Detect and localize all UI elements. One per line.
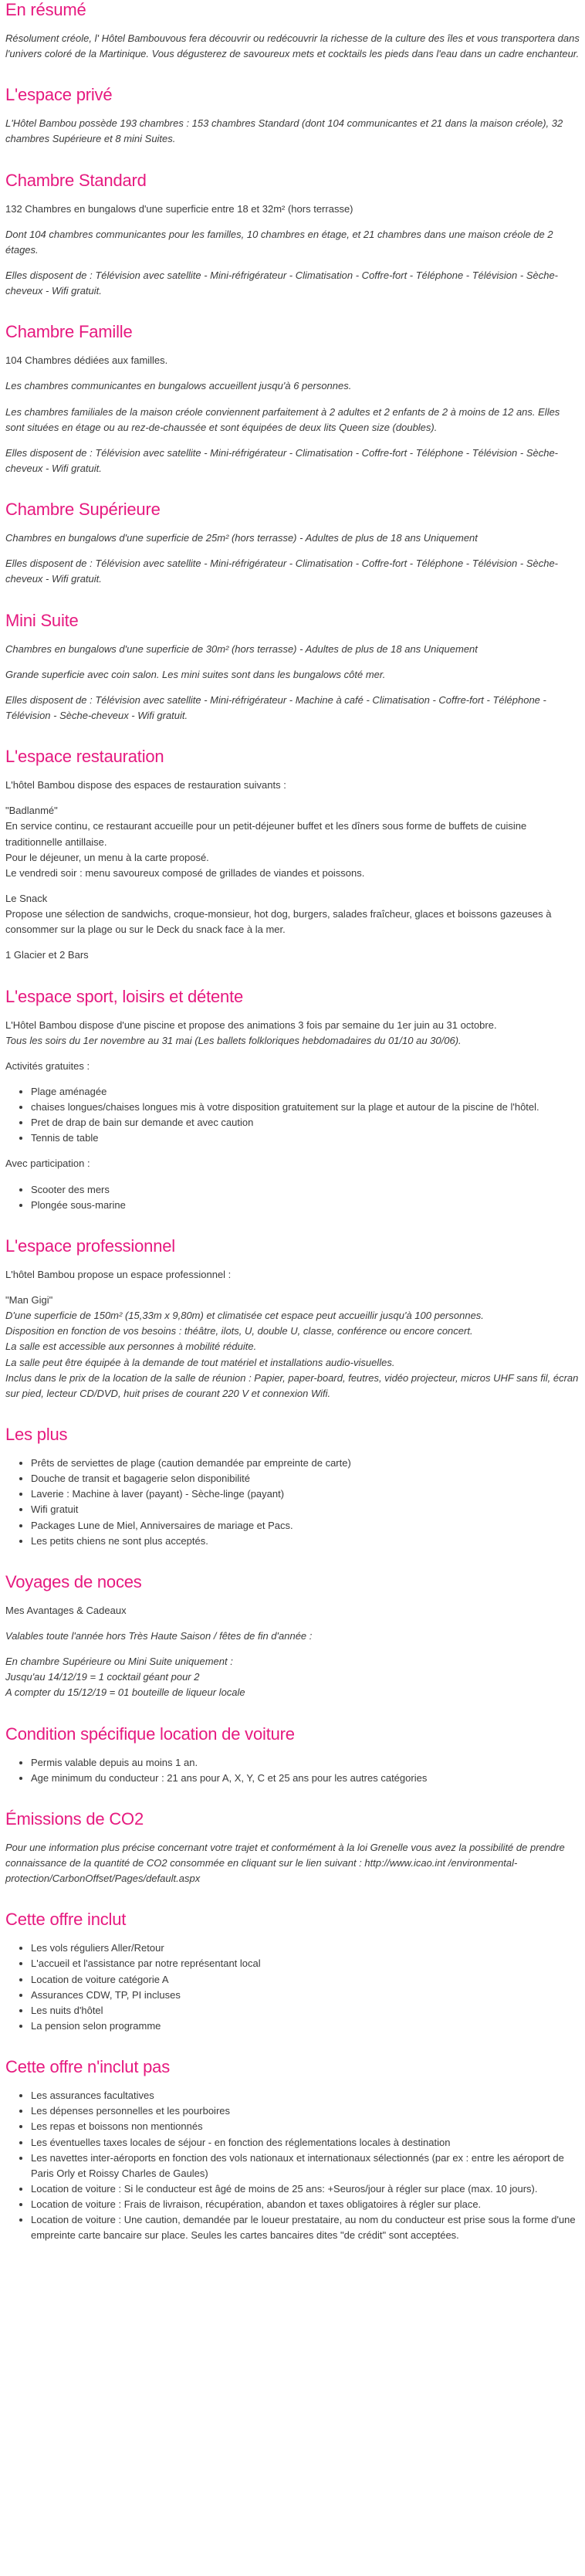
restaurant-name: "Badlanmé" xyxy=(5,805,58,817)
paragraph: Elles disposent de : Télévision avec satellite - Mini-réfrigérateur - Climatisation - Coffre-fort - Téléphone - Télévision - Sèche-cheveux - Wifi gratuit. xyxy=(5,269,559,297)
text-line: La salle peut être équipée à la demande de tout matériel et installations audio-visuelles. xyxy=(5,1356,395,1368)
section-resume xyxy=(5,0,580,62)
paragraph: Les chambres communicantes en bungalows accueillent jusqu'à 6 personnes. xyxy=(5,380,352,392)
paragraph: 132 Chambres en bungalows d'une superficie entre 18 et 32m² (hors terrasse) xyxy=(5,202,353,215)
list-item: • chaises longues/chaises longues mis à votre disposition gratuitement sur la plage et autour de la piscine de l'hôtel. xyxy=(31,1100,580,1115)
paragraph: Grande superficie avec coin salon. Les mini suites sont dans les bungalows côté mer. xyxy=(5,668,386,680)
section-title: Chambre Supérieure xyxy=(5,500,161,520)
list-item: • Douche de transit et bagagerie selon disponibilité xyxy=(31,1471,580,1486)
section-offre-inclut xyxy=(5,1910,580,2034)
text-line: Jusqu'au 14/12/19 = 1 cocktail géant pour 2 xyxy=(5,1671,200,1683)
text-line: En chambre Supérieure ou Mini Suite uniquement : xyxy=(5,1656,233,1668)
paragraph: L'hôtel Bambou dispose des espaces de restauration suivants : xyxy=(5,779,286,791)
paragraph: Les chambres familiales de la maison créole conviennent parfaitement à 2 adultes et 2 enfants de 2 à moins de 12 ans. Elles sont situées en étage ou au rez-de-chaussée et sont équipées de deux lits Queen size (doubles). xyxy=(5,405,560,433)
section-title: Mini Suite xyxy=(5,610,79,630)
section-title: Condition spécifique location de voiture xyxy=(5,1724,295,1744)
list-item: • Assurances CDW, TP, PI incluses xyxy=(31,1988,580,2003)
section-chambre-superieure xyxy=(5,500,580,587)
list-item: • Les assurances facultatives xyxy=(31,2088,580,2103)
section-title: Chambre Famille xyxy=(5,322,133,342)
paragraph: Résolument créole, l' Hôtel Bambouvous fera découvrir ou redécouvrir la richesse de la culture des îles et vous transportera dans l'univers coloré de la Martinique. Vous dégusterez de savoureux mets et cocktails les pieds dans l'eau dans un cadre enchanteur. xyxy=(5,32,580,60)
list-item: • Location de voiture : Frais de livraison, récupération, abandon et taxes obligatoires à régler sur place. xyxy=(31,2197,580,2212)
noces-offer xyxy=(5,1654,580,1700)
list-item: • Tennis de table xyxy=(31,1130,580,1146)
sport-intro xyxy=(5,1018,580,1049)
text-line: Disposition en fonction de vos besoins : théâtre, ilots, U, double U, classe, conférence ou encore concert. xyxy=(5,1325,473,1337)
paragraph: Pour une information plus précise concernant votre trajet et conformément à la loi Grenelle vous avez la possibilité de prendre connaissance de la quantité de CO2 consommée en cliquant sur le lien suivant : http://www.icao.int /environmental-protection/CarbonOffset/Pages/default.aspx xyxy=(5,1841,565,1885)
text-line: A compter du 15/12/19 = 01 bouteille de liqueur locale xyxy=(5,1686,245,1699)
list-label: Avec participation : xyxy=(5,1158,90,1170)
paragraph: L'hôtel Bambou propose un espace professionnel : xyxy=(5,1268,232,1280)
list-item: • Wifi gratuit xyxy=(31,1502,580,1517)
section-chambre-standard xyxy=(5,171,580,300)
paragraph: Elles disposent de : Télévision avec satellite - Mini-réfrigérateur - Climatisation - Coffre-fort - Téléphone - Télévision - Sèche-cheveux - Wifi gratuit. xyxy=(5,446,559,474)
section-title: Émissions de CO2 xyxy=(5,1808,144,1829)
section-title: Les plus xyxy=(5,1425,68,1445)
restaurant-name: Le Snack xyxy=(5,892,48,904)
list-item: • Location de voiture : Si le conducteur est âgé de moins de 25 ans: +Seuros/jour à régler sur place (max. 10 jours). xyxy=(31,2181,580,2197)
text-line: Le vendredi soir : menu savoureux composé de grillades de viandes et poissons. xyxy=(5,866,365,879)
paragraph: Mes Avantages & Cadeaux xyxy=(5,1604,127,1616)
list-item: • Packages Lune de Miel, Anniversaires de mariage et Pacs. xyxy=(31,1518,580,1534)
section-espace-sport xyxy=(5,987,580,1213)
list-item: • Plongée sous-marine xyxy=(31,1198,580,1213)
section-espace-restauration xyxy=(5,747,580,963)
list-item: • La pension selon programme xyxy=(31,2018,580,2034)
list-item: • Scooter des mers xyxy=(31,1182,580,1198)
text-line: Pour le déjeuner, un menu à la carte proposé. xyxy=(5,851,209,863)
list-item: • Pret de drap de bain sur demande et avec caution xyxy=(31,1115,580,1130)
room-name: "Man Gigi" xyxy=(5,1294,53,1307)
text-line: Propose une sélection de sandwichs, croque-monsieur, hot dog, burgers, salades fraîcheur, glaces et boissons gazeuses à consommer sur la plage ou sur le Deck du snack face à la mer. xyxy=(5,908,552,936)
section-title: Voyages de noces xyxy=(5,1571,142,1591)
section-title: Chambre Standard xyxy=(5,170,147,190)
paragraph: Elles disposent de : Télévision avec satellite - Mini-réfrigérateur - Climatisation - Coffre-fort - Téléphone - Télévision - Sèche-cheveux - Wifi gratuit. xyxy=(5,558,559,585)
paragraph: Elles disposent de : Télévision avec satellite - Mini-réfrigérateur - Machine à café - Climatisation - Coffre-fort - Téléphone - Télévision - Sèche-cheveux - Wifi gratuit. xyxy=(5,693,546,721)
paragraph: L'Hôtel Bambou possède 193 chambres : 153 chambres Standard (dont 104 communicantes et 21 dans la maison créole), 32 chambres Supérieure et 8 mini Suites. xyxy=(5,117,563,145)
paragraph: 104 Chambres dédiées aux familles. xyxy=(5,354,168,367)
paragraph: Chambres en bungalows d'une superficie de 30m² (hors terrasse) - Adultes de plus de 18 ans Uniquement xyxy=(5,642,478,655)
paragraph: Dont 104 chambres communicantes pour les familles, 10 chambres en étage, et 21 chambres dans une maison créole de 2 étages. xyxy=(5,228,553,256)
list-item: • Age minimum du conducteur : 21 ans pour A, X, Y, C et 25 ans pour les autres catégories xyxy=(31,1771,580,1786)
list-item: • Les repas et boissons non mentionnés xyxy=(31,2119,580,2134)
list-item: • Les dépenses personnelles et les pourboires xyxy=(31,2103,580,2119)
list-item: • Les vols réguliers Aller/Retour xyxy=(31,1940,580,1956)
list-item: • Prêts de serviettes de plage (caution demandée par empreinte de carte) xyxy=(31,1456,580,1471)
section-emissions-co2 xyxy=(5,1809,580,1886)
section-title: Cette offre inclut xyxy=(5,1910,127,1930)
location-conditions-list xyxy=(5,1755,580,1786)
text-line: Inclus dans le prix de la location de la salle de réunion : Papier, paper-board, feutres, vidéo projecteur, micros UHF sans fil, écran sur pied, lecteur CD/DVD, huit prises de courant 220 V et connexion Wifi. xyxy=(5,1371,579,1399)
text-line: En service continu, ce restaurant accueille pour un petit-déjeuner buffet et les dîners sous forme de buffets de cuisine traditionnelle antillaise. xyxy=(5,820,527,848)
list-item: • Location de voiture : Une caution, demandée par le loueur prestataire, au nom du conducteur est prise sous la forme d'une empreinte carte bancaire sur place. Seules les cartes bancaires dites "de crédit" sont acceptées. xyxy=(31,2212,580,2243)
section-location-voiture xyxy=(5,1724,580,1786)
section-offre-ninclut-pas xyxy=(5,2057,580,2243)
section-mini-suite xyxy=(5,611,580,724)
restaurant-badlanme xyxy=(5,803,580,881)
free-activities-list xyxy=(5,1084,580,1147)
section-title: L'espace professionnel xyxy=(5,1235,175,1256)
list-item: • Laverie : Machine à laver (payant) - Sèche-linge (payant) xyxy=(31,1486,580,1502)
section-chambre-famille xyxy=(5,322,580,476)
section-les-plus xyxy=(5,1425,580,1549)
paragraph: Valables toute l'année hors Très Haute Saison / fêtes de fin d'année : xyxy=(5,1630,313,1642)
plus-list xyxy=(5,1456,580,1549)
paragraph: Chambres en bungalows d'une superficie de 25m² (hors terrasse) - Adultes de plus de 18 ans Uniquement xyxy=(5,532,478,544)
section-voyages-de-noces xyxy=(5,1572,580,1701)
pro-details xyxy=(5,1293,580,1402)
section-espace-professionnel xyxy=(5,1236,580,1402)
restaurant-snack xyxy=(5,891,580,937)
list-item: • L'accueil et l'assistance par notre représentant local xyxy=(31,1956,580,1971)
list-item: • Plage aménagée xyxy=(31,1084,580,1100)
section-title: L'espace privé xyxy=(5,85,113,105)
text-line: Tous les soirs du 1er novembre au 31 mai (Les ballets folkloriques hebdomadaires du 01/10 au 30/06). xyxy=(5,1034,462,1046)
paragraph: 1 Glacier et 2 Bars xyxy=(5,949,89,961)
list-item: • Location de voiture catégorie A xyxy=(31,1972,580,1988)
section-title: En résumé xyxy=(5,0,86,19)
list-item: • Les navettes inter-aéroports en fonction des vols nationaux et internationaux sélectionnés (par ex : entre les aéroport de Paris Orly et Roissy Charles de Gaules) xyxy=(31,2151,580,2181)
list-item: • Les éventuelles taxes locales de séjour - en fonction des réglementations locales à destination xyxy=(31,2135,580,2151)
paid-activities-list xyxy=(5,1182,580,1213)
section-title: Cette offre n'inclut pas xyxy=(5,2057,171,2077)
section-espace-prive xyxy=(5,85,580,147)
section-title: L'espace sport, loisirs et détente xyxy=(5,986,244,1006)
section-title: L'espace restauration xyxy=(5,747,164,767)
text-line: La salle est accessible aux personnes à mobilité réduite. xyxy=(5,1341,257,1353)
list-label: Activités gratuites : xyxy=(5,1059,90,1072)
text-line: D'une superficie de 150m² (15,33m x 9,80m) et climatisée cet espace peut accueillir jusqu'à 100 personnes. xyxy=(5,1310,484,1322)
list-item: • Permis valable depuis au moins 1 an. xyxy=(31,1755,580,1771)
list-item: • Les nuits d'hôtel xyxy=(31,2003,580,2018)
list-item: • Les petits chiens ne sont plus acceptés. xyxy=(31,1534,580,1549)
not-included-list xyxy=(5,2088,580,2243)
included-list xyxy=(5,1940,580,2034)
text-line: L'Hôtel Bambou dispose d'une piscine et propose des animations 3 fois par semaine du 1er juin au 31 octobre. xyxy=(5,1019,497,1031)
